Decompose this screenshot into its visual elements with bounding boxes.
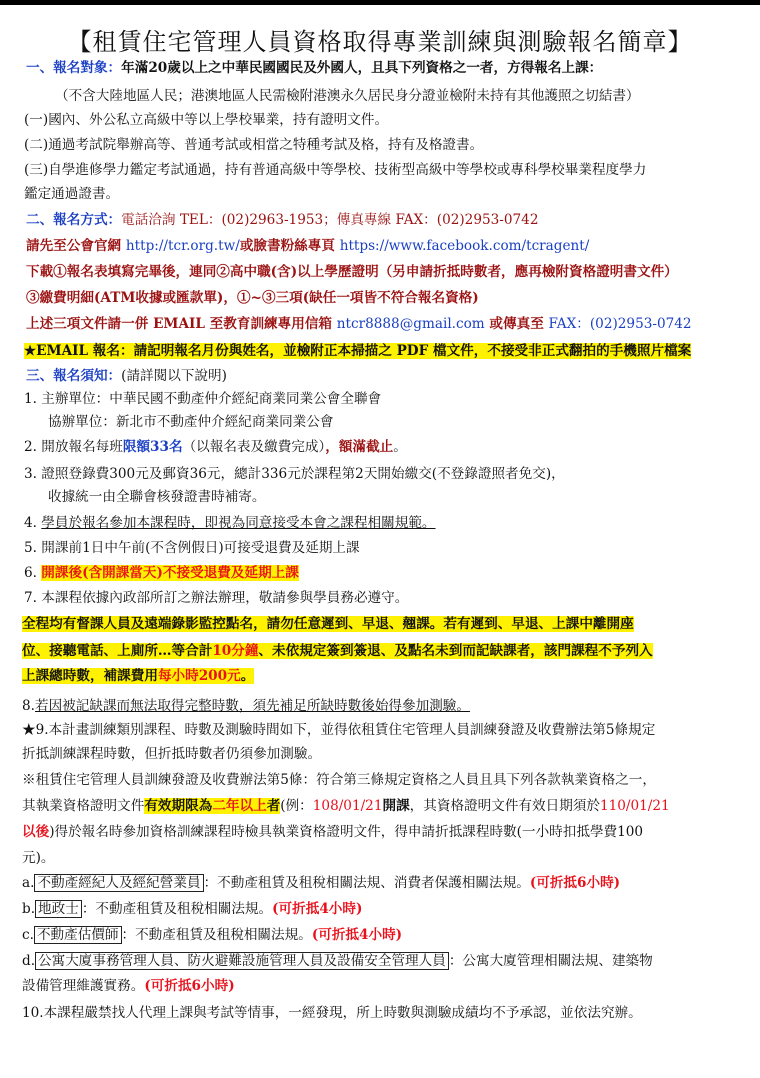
text-segment: 下載①報名表填寫完畢後，連同②高中職(含)以上學歷證明（另申請折抵時數者，應再檢附資格證明書文件） (26, 264, 678, 280)
text-segment: ：不動產租賃及租稅相關法規。 (81, 901, 273, 917)
text-segment: 折抵訓練課程時數，但折抵時數者仍須參加測驗。 (22, 746, 322, 762)
text-segment: ★EMAIL 報名：請記明報名月份與姓名，並檢附正本掃描之 PDF 檔文件，不接受非正式翻拍的手機照片檔案 (24, 343, 692, 359)
text-segment: 者 (266, 798, 281, 814)
text-segment: 學員於報名參加本課程時，即視為同意接受本會之課程相關規範。 (41, 515, 436, 531)
text-segment: 1. 主辦單位：中華民國不動產仲介經紀商業同業公會全聯會 (24, 391, 382, 407)
text-segment: (可折抵6小時) (144, 978, 235, 994)
link-text[interactable]: ntcr8888@gmail.com (336, 316, 485, 332)
text-line (22, 614, 634, 634)
text-segment: 以後 (22, 824, 50, 840)
text-segment: 協辦單位：新北市不動產仲介經紀商業同業公會 (48, 414, 334, 430)
text-segment: 收據統一由全聯會核發證書時補寄。 (48, 489, 266, 505)
text-line (55, 86, 640, 106)
text-line (48, 487, 266, 507)
text-segment: a. (22, 875, 35, 891)
text-segment: (請詳閱以下說明) (121, 368, 227, 384)
text-segment: 有效期限為 (144, 798, 213, 814)
text-line (24, 513, 436, 533)
text-segment: 不動產經紀人及經紀營業員 (34, 874, 203, 892)
text-segment: ：公寓大廈管理相關法規、建築物 (448, 953, 653, 969)
text-line (26, 288, 479, 308)
text-segment: FAX：(02)2953-0742 (548, 316, 692, 332)
text-line (24, 110, 388, 130)
text-line (26, 58, 602, 78)
text-segment: )得於報名時參加資格訓練課程時檢具執業資格證明文件，得申請折抵課程時數(一小時扣抵學費100 (49, 824, 644, 840)
text-segment: 鑑定通過證書。 (24, 186, 120, 202)
text-line (22, 770, 656, 790)
text-segment: ：不動產租賃及租稅相關法規。 (121, 927, 312, 943)
text-line (24, 184, 119, 204)
text-line (24, 563, 299, 583)
text-segment: 6. (24, 565, 42, 581)
text-segment: 請先至公會官網 (26, 238, 126, 254)
text-segment: c. (22, 927, 34, 943)
text-line (22, 848, 55, 868)
text-segment: （不含大陸地區人民；港澳地區人民需檢附港澳永久居民身分證並檢附未持有其他護照之切結書） (55, 88, 640, 104)
text-segment: 二年以上 (212, 798, 267, 814)
text-line (24, 464, 565, 484)
text-segment: 不動產估價師 (34, 926, 122, 944)
link-text[interactable]: https://www.facebook.com/tcragent/ (339, 238, 590, 254)
text-segment: 8. (22, 698, 35, 714)
text-segment: 上述三項文件請一併 EMAIL 至教育訓練專用信箱 (26, 316, 337, 332)
text-segment: 、未依規定簽到簽退、及點名未到而記缺課者，該門課程不予列入 (258, 643, 653, 659)
text-segment: 全程均有督課人員及遠端錄影監控點名，請勿任意遲到、早退、翹課。若有遲到、早退、上課中離開座 (22, 616, 634, 632)
text-segment: ：不動產租賃及租稅相關法規、消費者保護相關法規。 (203, 875, 530, 891)
text-segment: 開課後(含開課當天)不接受退費及延期上課 (41, 565, 299, 581)
text-segment: 。 (240, 668, 255, 684)
text-segment: 3. 證照登錄費300元及郵資36元，總計336元於課程第2天開始繳交(不登錄證照者免交)， (24, 466, 565, 482)
text-line (22, 951, 653, 971)
text-segment: 110/01/21 (599, 798, 670, 814)
text-line (26, 262, 678, 282)
text-segment: ③繳費明細(ATM收據或匯款單)，①~③三項(缺任一項皆不符合報名資格) (26, 290, 479, 306)
text-segment: 一、報名對象： (26, 60, 122, 76)
text-segment: 開課 (382, 798, 410, 814)
text-line (24, 538, 360, 558)
text-line (24, 160, 646, 180)
text-segment: ，額滿截止 (325, 439, 394, 455)
text-line (22, 641, 653, 661)
text-line (22, 873, 620, 893)
text-segment: 10分鐘 (212, 643, 259, 659)
text-segment: (可折抵6小時) (529, 875, 621, 891)
text-segment: 元)。 (22, 850, 55, 866)
text-segment: 設備管理維護實務。 (22, 978, 145, 994)
text-segment: 其執業資格證明文件 (22, 798, 145, 814)
text-line (24, 437, 407, 457)
text-segment: 7. 本課程依據內政部所訂之辦法辦理，敬請參與學員務必遵守。 (24, 590, 409, 606)
text-segment: 二、報名方式： (26, 212, 122, 228)
text-line (22, 720, 655, 740)
text-segment: 公寓大廈事務管理人員、防火避難設施管理人員及設備安全管理人員 (35, 952, 449, 970)
text-segment: 上課總時數，補課費用 (22, 668, 158, 684)
text-line (26, 210, 538, 230)
text-segment: （以報名表及繳費完成） (182, 439, 326, 455)
text-line (22, 925, 402, 945)
text-segment: 4. (24, 515, 42, 531)
text-segment: (三)自學進修學力鑑定考試通過，持有普通高級中等學校、技術型高級中等學校或專科學校畢業程度學力 (24, 162, 647, 178)
text-line (24, 341, 691, 361)
text-line (22, 666, 254, 686)
text-line (22, 796, 670, 816)
text-segment: 或傳真至 (484, 316, 549, 332)
text-segment: ※租賃住宅管理人員訓練發證及收費辦法第5條：符合第三條規定資格之人員且具下列各款執業資格之一， (22, 772, 656, 788)
text-segment: 每小時200元 (157, 668, 241, 684)
text-line (22, 976, 235, 996)
text-line (26, 236, 589, 256)
text-segment: (例： (280, 798, 313, 814)
text-segment: 或臉書粉絲專頁 (239, 238, 340, 254)
text-segment: b. (22, 901, 36, 917)
link-text[interactable]: http://tcr.org.tw/ (125, 238, 240, 254)
text-segment: 電話洽詢 TEL：(02)2963-1953；傳真專線 FAX：(02)2953-0742 (121, 212, 539, 228)
top-border (0, 0, 760, 5)
text-line (22, 1003, 642, 1023)
text-segment: 10.本課程嚴禁找人代理上課與考試等情事，一經發現，所上時數與測驗成績均不予承認，並依法究辦。 (22, 1005, 642, 1021)
text-segment: 限額33名 (122, 439, 183, 455)
text-line (48, 412, 333, 432)
text-segment: ，其資格證明文件有效日期須於 (409, 798, 600, 814)
text-segment: 三、報名須知： (26, 368, 122, 384)
text-line (24, 588, 408, 608)
text-segment: 若因被記缺課而無法取得完整時數，須先補足所缺時數後始得參加測驗。 (34, 698, 470, 714)
text-segment: (二)通過考試院舉辦高等、普通考試或相當之特種考試及格，持有及格證書。 (24, 137, 484, 153)
text-segment: d. (22, 953, 36, 969)
text-line (22, 744, 321, 764)
text-segment: 位、接聽電話、上廁所…等合計 (22, 643, 213, 659)
text-line (22, 822, 643, 842)
text-line (26, 314, 692, 334)
text-line (24, 389, 381, 409)
text-segment: 地政士 (35, 900, 82, 918)
text-segment: 108/01/21 (312, 798, 383, 814)
page-title: 【租賃住宅管理人員資格取得專業訓練與測驗報名簡章】 (67, 28, 693, 56)
text-line (22, 899, 362, 919)
text-segment: (一)國內、外公私立高級中等以上學校畢業，持有證明文件。 (24, 112, 389, 128)
text-line (24, 135, 483, 155)
text-segment: 2. 開放報名每班 (24, 439, 123, 455)
text-segment: ★9.本計畫訓練類別課程、時數及測驗時間如下，並得依租賃住宅管理人員訓練發證及收費辦法第5條規定 (22, 722, 656, 738)
text-segment: (可折抵4小時) (311, 927, 403, 943)
text-line (22, 696, 470, 716)
text-segment: 年滿20歲以上之中華民國國民及外國人，且具下列資格之一者，方得報名上課： (121, 60, 603, 76)
text-line (26, 366, 227, 386)
text-segment: (可折抵4小時) (272, 901, 363, 917)
text-segment: 5. 開課前1日中午前(不含例假日)可接受退費及延期上課 (24, 540, 360, 556)
text-segment: 。 (393, 439, 407, 455)
